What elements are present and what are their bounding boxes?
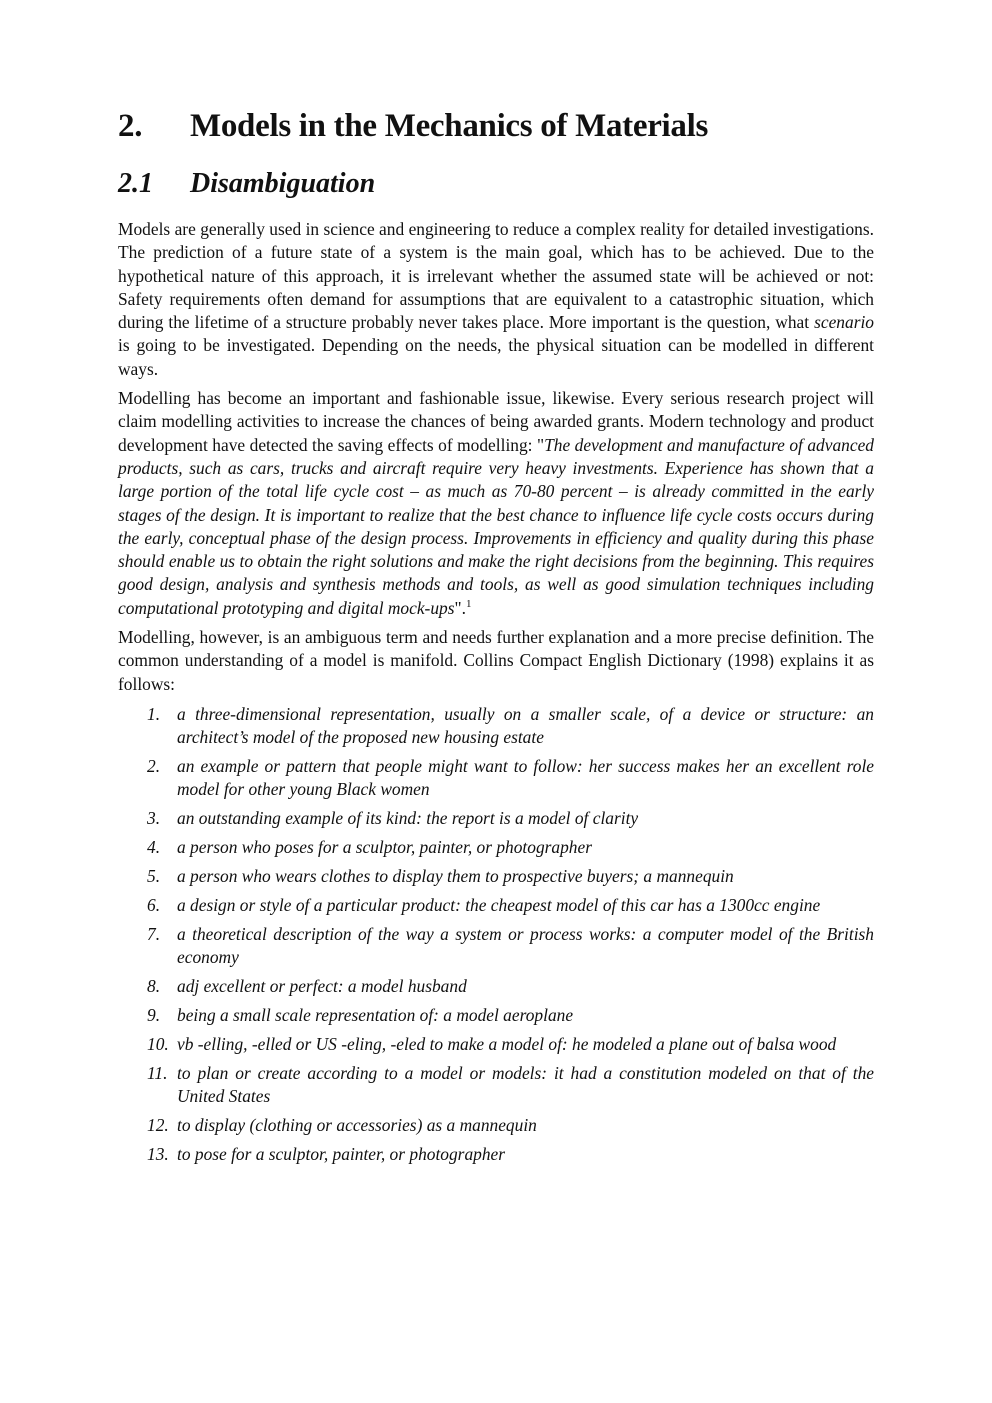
paragraph-intro: Models are generally used in science and engineering to reduce a complex reality for detailed investigations. The prediction of a future state of a system is the main goal, which has to be achieved. Due to the hypothetical nature of this approach, it is irrelevant whether the assumed state will be achieved or not: Safety requirements often demand for assumptions that are equivalent to a catastrophic situation, which during the lifetime of a structure probably never takes place. More important is the question, what scenario is going to be investigated. Depending on the needs, the physical situation can be modelled in different ways.	[118, 219, 874, 379]
definition-item: 10. vb -elling, -elled or US -eling, -eled to make a model of: he modeled a plane out of balsa wood	[147, 1033, 837, 1054]
chapter-heading	[118, 104, 874, 148]
paragraph-modelling-quote: Modelling has become an important and fashionable issue, likewise. Every serious research project will claim modelling activities to increase the chances of being awarded grants. Modern technology and product development have detected the saving effects of modelling: "The development and manufacture of advanced products, such as cars, trucks and aircraft require very heavy investments. Experience has shown that a large portion of the total life cycle cost – as much as 70-80 percent – is already committed in the early stages of the design. It is important to realize that the best chance to influence life cycle costs occurs during the early, conceptual phase of the design process. Improvements in efficiency and quality during this phase should enable us to obtain the right solutions and make the right decisions from the beginning. This requires good design, analysis and synthesis methods and tools, as well as good simulation techniques including computational prototyping and digital mock-ups".$^1$	[118, 388, 874, 618]
definition-item: 1. a three-dimensional representation, usually on a smaller scale, of a device or structure: an architect’s model of the proposed new housing estate	[147, 703, 874, 748]
definition-item: 13. to pose for a sculptor, painter, or photographer	[147, 1143, 506, 1164]
document-page	[118, 104, 874, 1172]
definition-item: 8. adj excellent or perfect: a model husband	[147, 976, 467, 997]
section-heading	[118, 164, 874, 204]
definition-list	[118, 703, 874, 1166]
definition-item: 6. a design or style of a particular product: the cheapest model of this car has a 1300cc engine	[147, 894, 821, 915]
definition-item: 3. an outstanding example of its kind: the report is a model of clarity	[147, 808, 639, 829]
emphasis-scenario: scenario	[814, 312, 874, 333]
definition-item: 12. to display (clothing or accessories) as a mannequin	[147, 1114, 537, 1135]
definition-item: 5. a person who wears clothes to display them to prospective buyers; a mannequin	[147, 866, 734, 887]
paragraph-definition-intro: Modelling, however, is an ambiguous term and needs further explanation and a more precise definition. The common understanding of a model is manifold. Collins Compact English Dictionary (1998) explains it as follows:	[118, 627, 874, 694]
chapter-title: Models in the Mechanics of Materials	[190, 108, 709, 144]
block-quote-text: The development and manufacture of advanced products, such as cars, trucks and aircraft require very heavy investments. Experience has shown that a large portion of the total life cycle cost – as much as 70-80 percent – is already committed in the early stages of the design. It is important to realize that the best chance to influence life cycle costs occurs during the early, conceptual phase of the design process. Improvements in efficiency and quality during this phase should enable us to obtain the right solutions and make the right decisions from the beginning. This requires good design, analysis and synthesis methods and tools, as well as good simulation techniques including computational prototyping and digital mock-ups	[118, 434, 874, 618]
section-title: Disambiguation	[190, 168, 376, 199]
chapter-number: 2.	[118, 108, 143, 144]
definition-item: 11. to plan or create according to a model or models: it had a constitution modeled on that of the United States	[147, 1062, 874, 1107]
definition-item: 9. being a small scale representation of: a model aeroplane	[147, 1004, 574, 1025]
definition-item: 7. a theoretical description of the way a system or process works: a computer model of the British economy	[147, 923, 874, 968]
section-number: 2.1	[118, 168, 153, 199]
footnote-ref[interactable]: 1	[465, 597, 472, 610]
definition-item: 4. a person who poses for a sculptor, painter, or photographer	[147, 837, 592, 858]
definition-item: 2. an example or pattern that people might want to follow: her success makes her an excellent role model for other young Black women	[147, 756, 874, 800]
